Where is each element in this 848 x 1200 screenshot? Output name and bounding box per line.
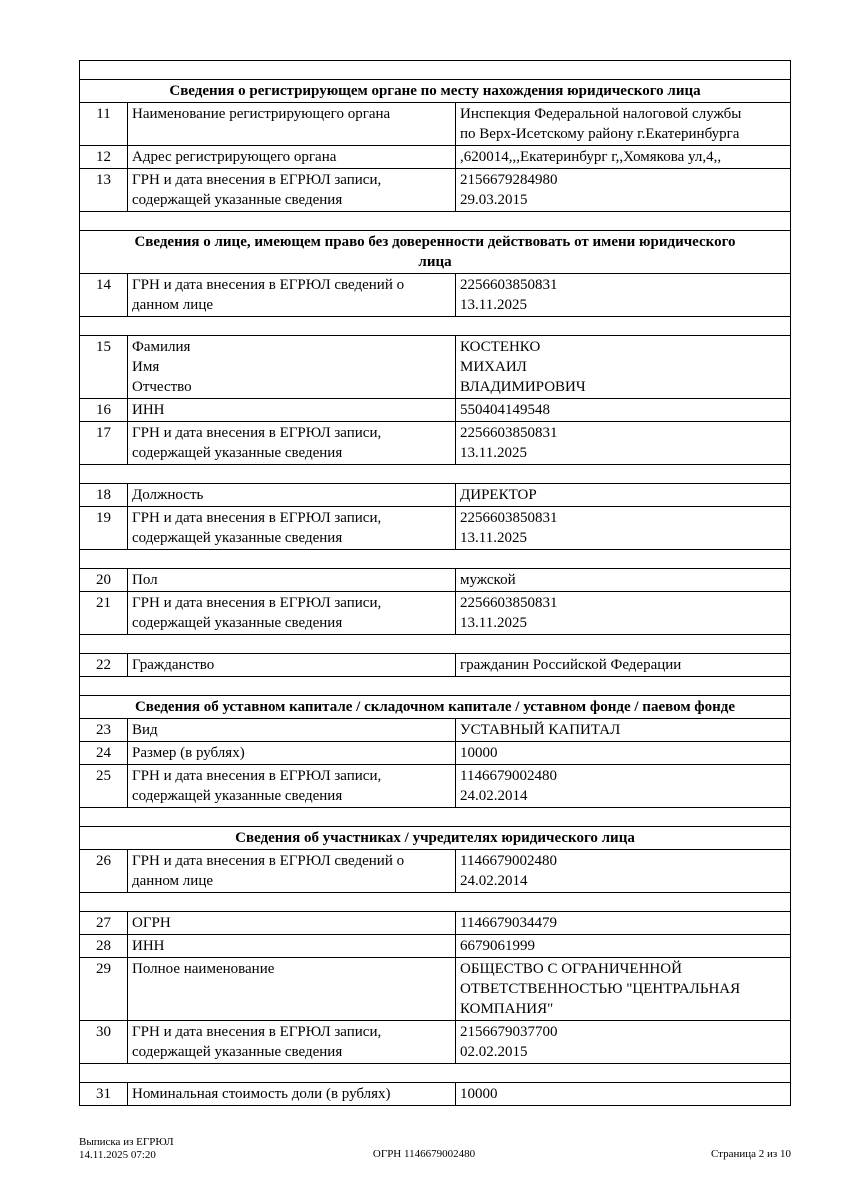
text-line: по Верх-Исетскому району г.Екатеринбурга	[460, 126, 740, 142]
text-line: Сведения об уставном капитале / складочном капитале / уставном фонде / паевом фонде	[134, 699, 736, 715]
spacer-row	[80, 550, 791, 569]
row-value-cell	[456, 654, 791, 677]
text-line: 1146679002480	[460, 768, 557, 784]
text-line: 10000	[460, 1086, 498, 1102]
spacer-row	[80, 212, 791, 231]
text-line: содержащей указанные сведения	[132, 530, 343, 546]
table-row	[80, 569, 791, 592]
row-number-cell: 29	[80, 958, 128, 1021]
egrul-table	[79, 60, 791, 1106]
text-line: КОСТЕНКО	[460, 339, 541, 355]
footer-extract-title: Выписка из ЕГРЮЛ	[79, 1136, 174, 1148]
row-value-cell	[456, 1021, 791, 1064]
spacer-cell	[80, 317, 791, 336]
spacer-cell	[80, 61, 791, 80]
row-label-cell	[128, 850, 456, 893]
footer-ogrn: ОГРН 1146679002480	[372, 1148, 476, 1160]
text-line: гражданин Российской Федерации	[460, 657, 682, 673]
row-label-cell	[128, 336, 456, 399]
text-line: Должность	[132, 487, 204, 503]
spacer-row	[80, 317, 791, 336]
row-number-cell: 15	[80, 336, 128, 399]
text-line: Сведения о лице, имеющем право без доверенности действовать от имени юридического	[134, 234, 736, 250]
row-label-cell	[128, 592, 456, 635]
table-row	[80, 507, 791, 550]
row-value-cell	[456, 935, 791, 958]
text-line: ОТВЕТСТВЕННОСТЬЮ "ЦЕНТРАЛЬНАЯ	[460, 981, 741, 997]
text-line: содержащей указанные сведения	[132, 615, 343, 631]
row-value-cell	[456, 422, 791, 465]
text-line: Вид	[132, 722, 158, 738]
text-line: Полное наименование	[132, 961, 275, 977]
table-row	[80, 146, 791, 169]
spacer-row	[80, 61, 791, 80]
text-line: 2156679037700	[460, 1024, 558, 1040]
text-line: 13.11.2025	[460, 530, 527, 546]
row-label-cell	[128, 569, 456, 592]
row-number-cell: 13	[80, 169, 128, 212]
text-line: Отчество	[132, 379, 192, 395]
table-row	[80, 912, 791, 935]
text-line: 1146679034479	[460, 915, 557, 931]
spacer-cell	[80, 677, 791, 696]
text-line: 13.11.2025	[460, 297, 527, 313]
spacer-cell	[80, 212, 791, 231]
row-label-cell	[128, 654, 456, 677]
row-label-cell	[128, 742, 456, 765]
row-label-cell	[128, 719, 456, 742]
row-number-cell: 31	[80, 1083, 128, 1106]
table-row	[80, 935, 791, 958]
text-line: КОМПАНИЯ"	[460, 1001, 554, 1017]
spacer-cell	[80, 893, 791, 912]
text-line: 29.03.2015	[460, 192, 528, 208]
row-number-cell: 16	[80, 399, 128, 422]
table-row	[80, 850, 791, 893]
row-number-cell: 30	[80, 1021, 128, 1064]
text-line: 550404149548	[460, 402, 550, 418]
row-value-cell	[456, 103, 791, 146]
row-number-cell: 21	[80, 592, 128, 635]
table-row	[80, 654, 791, 677]
text-line: 2256603850831	[460, 277, 558, 293]
row-value-cell	[456, 274, 791, 317]
text-line: Гражданство	[132, 657, 215, 673]
text-line: ГРН и дата внесения в ЕГРЮЛ записи,	[132, 510, 382, 526]
table-row	[80, 422, 791, 465]
text-line: данном лице	[132, 873, 213, 889]
text-line: 02.02.2015	[460, 1044, 528, 1060]
text-line: ИНН	[132, 938, 165, 954]
row-label-cell	[128, 169, 456, 212]
text-line: Пол	[132, 572, 158, 588]
text-line: ГРН и дата внесения в ЕГРЮЛ записи,	[132, 595, 382, 611]
row-label-cell	[128, 399, 456, 422]
text-line: Адрес регистрирующего органа	[132, 149, 337, 165]
text-line: 2256603850831	[460, 595, 558, 611]
table-row	[80, 103, 791, 146]
table-row	[80, 719, 791, 742]
text-line: Инспекция Федеральной налоговой службы	[460, 106, 742, 122]
text-line: ОГРН	[132, 915, 171, 931]
row-label-cell	[128, 484, 456, 507]
row-value-cell	[456, 912, 791, 935]
text-line: ОБЩЕСТВО С ОГРАНИЧЕННОЙ	[460, 961, 682, 977]
text-line: ГРН и дата внесения в ЕГРЮЛ сведений о	[132, 853, 405, 869]
spacer-cell	[80, 465, 791, 484]
section-title	[80, 231, 791, 274]
text-line: лица	[418, 254, 452, 270]
row-number-cell: 25	[80, 765, 128, 808]
text-line: содержащей указанные сведения	[132, 445, 343, 461]
table-row	[80, 169, 791, 212]
text-line: 6679061999	[460, 938, 535, 954]
table-row	[80, 742, 791, 765]
row-number-cell: 18	[80, 484, 128, 507]
row-label-cell	[128, 507, 456, 550]
spacer-cell	[80, 550, 791, 569]
text-line: Номинальная стоимость доли (в рублях)	[132, 1086, 391, 1102]
section-header-row	[80, 827, 791, 850]
table-row	[80, 484, 791, 507]
section-title	[80, 80, 791, 103]
text-line: ,620014,,,Екатеринбург г,,Хомякова ул,4,,	[460, 149, 722, 165]
text-line: данном лице	[132, 297, 213, 313]
row-number-cell: 11	[80, 103, 128, 146]
spacer-cell	[80, 635, 791, 654]
section-header-row	[80, 231, 791, 274]
row-value-cell	[456, 958, 791, 1021]
text-line: 10000	[460, 745, 498, 761]
row-label-cell	[128, 1021, 456, 1064]
spacer-cell	[80, 1064, 791, 1083]
row-value-cell	[456, 742, 791, 765]
row-label-cell	[128, 146, 456, 169]
text-line: мужской	[460, 572, 516, 588]
row-label-cell	[128, 274, 456, 317]
text-line: содержащей указанные сведения	[132, 192, 343, 208]
spacer-row	[80, 1064, 791, 1083]
text-line: 2256603850831	[460, 425, 558, 441]
table-row	[80, 592, 791, 635]
text-line: ГРН и дата внесения в ЕГРЮЛ записи,	[132, 1024, 382, 1040]
row-number-cell: 27	[80, 912, 128, 935]
section-header-row	[80, 696, 791, 719]
row-number-cell: 28	[80, 935, 128, 958]
row-value-cell	[456, 484, 791, 507]
section-header-row	[80, 80, 791, 103]
row-label-cell	[128, 935, 456, 958]
row-number-cell: 22	[80, 654, 128, 677]
text-line: Размер (в рублях)	[132, 745, 245, 761]
spacer-row	[80, 893, 791, 912]
row-number-cell: 19	[80, 507, 128, 550]
text-line: содержащей указанные сведения	[132, 788, 343, 804]
row-value-cell	[456, 719, 791, 742]
row-value-cell	[456, 146, 791, 169]
row-value-cell	[456, 765, 791, 808]
text-line: ИНН	[132, 402, 165, 418]
row-number-cell: 20	[80, 569, 128, 592]
row-number-cell: 23	[80, 719, 128, 742]
row-label-cell	[128, 912, 456, 935]
text-line: Сведения об участниках / учредителях юридического лица	[235, 830, 635, 846]
text-line: 1146679002480	[460, 853, 557, 869]
table-row	[80, 399, 791, 422]
row-value-cell	[456, 507, 791, 550]
row-number-cell: 24	[80, 742, 128, 765]
text-line: 2156679284980	[460, 172, 558, 188]
text-line: ГРН и дата внесения в ЕГРЮЛ записи,	[132, 425, 382, 441]
table-row	[80, 1021, 791, 1064]
row-number-cell: 17	[80, 422, 128, 465]
row-value-cell	[456, 169, 791, 212]
row-value-cell	[456, 592, 791, 635]
spacer-row	[80, 465, 791, 484]
table-row	[80, 336, 791, 399]
row-number-cell: 14	[80, 274, 128, 317]
text-line: 2256603850831	[460, 510, 558, 526]
row-label-cell	[128, 958, 456, 1021]
table-row	[80, 274, 791, 317]
spacer-cell	[80, 808, 791, 827]
row-number-cell: 26	[80, 850, 128, 893]
row-label-cell	[128, 765, 456, 808]
text-line: ГРН и дата внесения в ЕГРЮЛ записи,	[132, 172, 382, 188]
text-line: 13.11.2025	[460, 615, 527, 631]
table-row	[80, 765, 791, 808]
text-line: УСТАВНЫЙ КАПИТАЛ	[460, 722, 621, 738]
text-line: 24.02.2014	[460, 873, 528, 889]
row-number-cell: 12	[80, 146, 128, 169]
footer-extract-datetime: 14.11.2025 07:20	[79, 1149, 156, 1161]
text-line: Сведения о регистрирующем органе по месту нахождения юридического лица	[169, 83, 701, 99]
egrul-table-body	[80, 61, 791, 1106]
row-value-cell	[456, 850, 791, 893]
text-line: ВЛАДИМИРОВИЧ	[460, 379, 586, 395]
table-row	[80, 958, 791, 1021]
row-label-cell	[128, 103, 456, 146]
row-value-cell	[456, 1083, 791, 1106]
text-line: содержащей указанные сведения	[132, 1044, 343, 1060]
text-line: Фамилия	[132, 339, 191, 355]
section-title	[80, 827, 791, 850]
spacer-row	[80, 677, 791, 696]
text-line: ГРН и дата внесения в ЕГРЮЛ сведений о	[132, 277, 405, 293]
footer-page-number: Страница 2 из 10	[710, 1148, 791, 1160]
text-line: Имя	[132, 359, 160, 375]
row-label-cell	[128, 422, 456, 465]
text-line: Наименование регистрирующего органа	[132, 106, 391, 122]
spacer-row	[80, 635, 791, 654]
text-line: 24.02.2014	[460, 788, 528, 804]
text-line: ДИРЕКТОР	[460, 487, 537, 503]
text-line: 13.11.2025	[460, 445, 527, 461]
spacer-row	[80, 808, 791, 827]
section-title	[80, 696, 791, 719]
row-value-cell	[456, 399, 791, 422]
row-value-cell	[456, 569, 791, 592]
text-line: МИХАИЛ	[460, 359, 527, 375]
row-value-cell	[456, 336, 791, 399]
table-row	[80, 1083, 791, 1106]
row-label-cell	[128, 1083, 456, 1106]
text-line: ГРН и дата внесения в ЕГРЮЛ записи,	[132, 768, 382, 784]
